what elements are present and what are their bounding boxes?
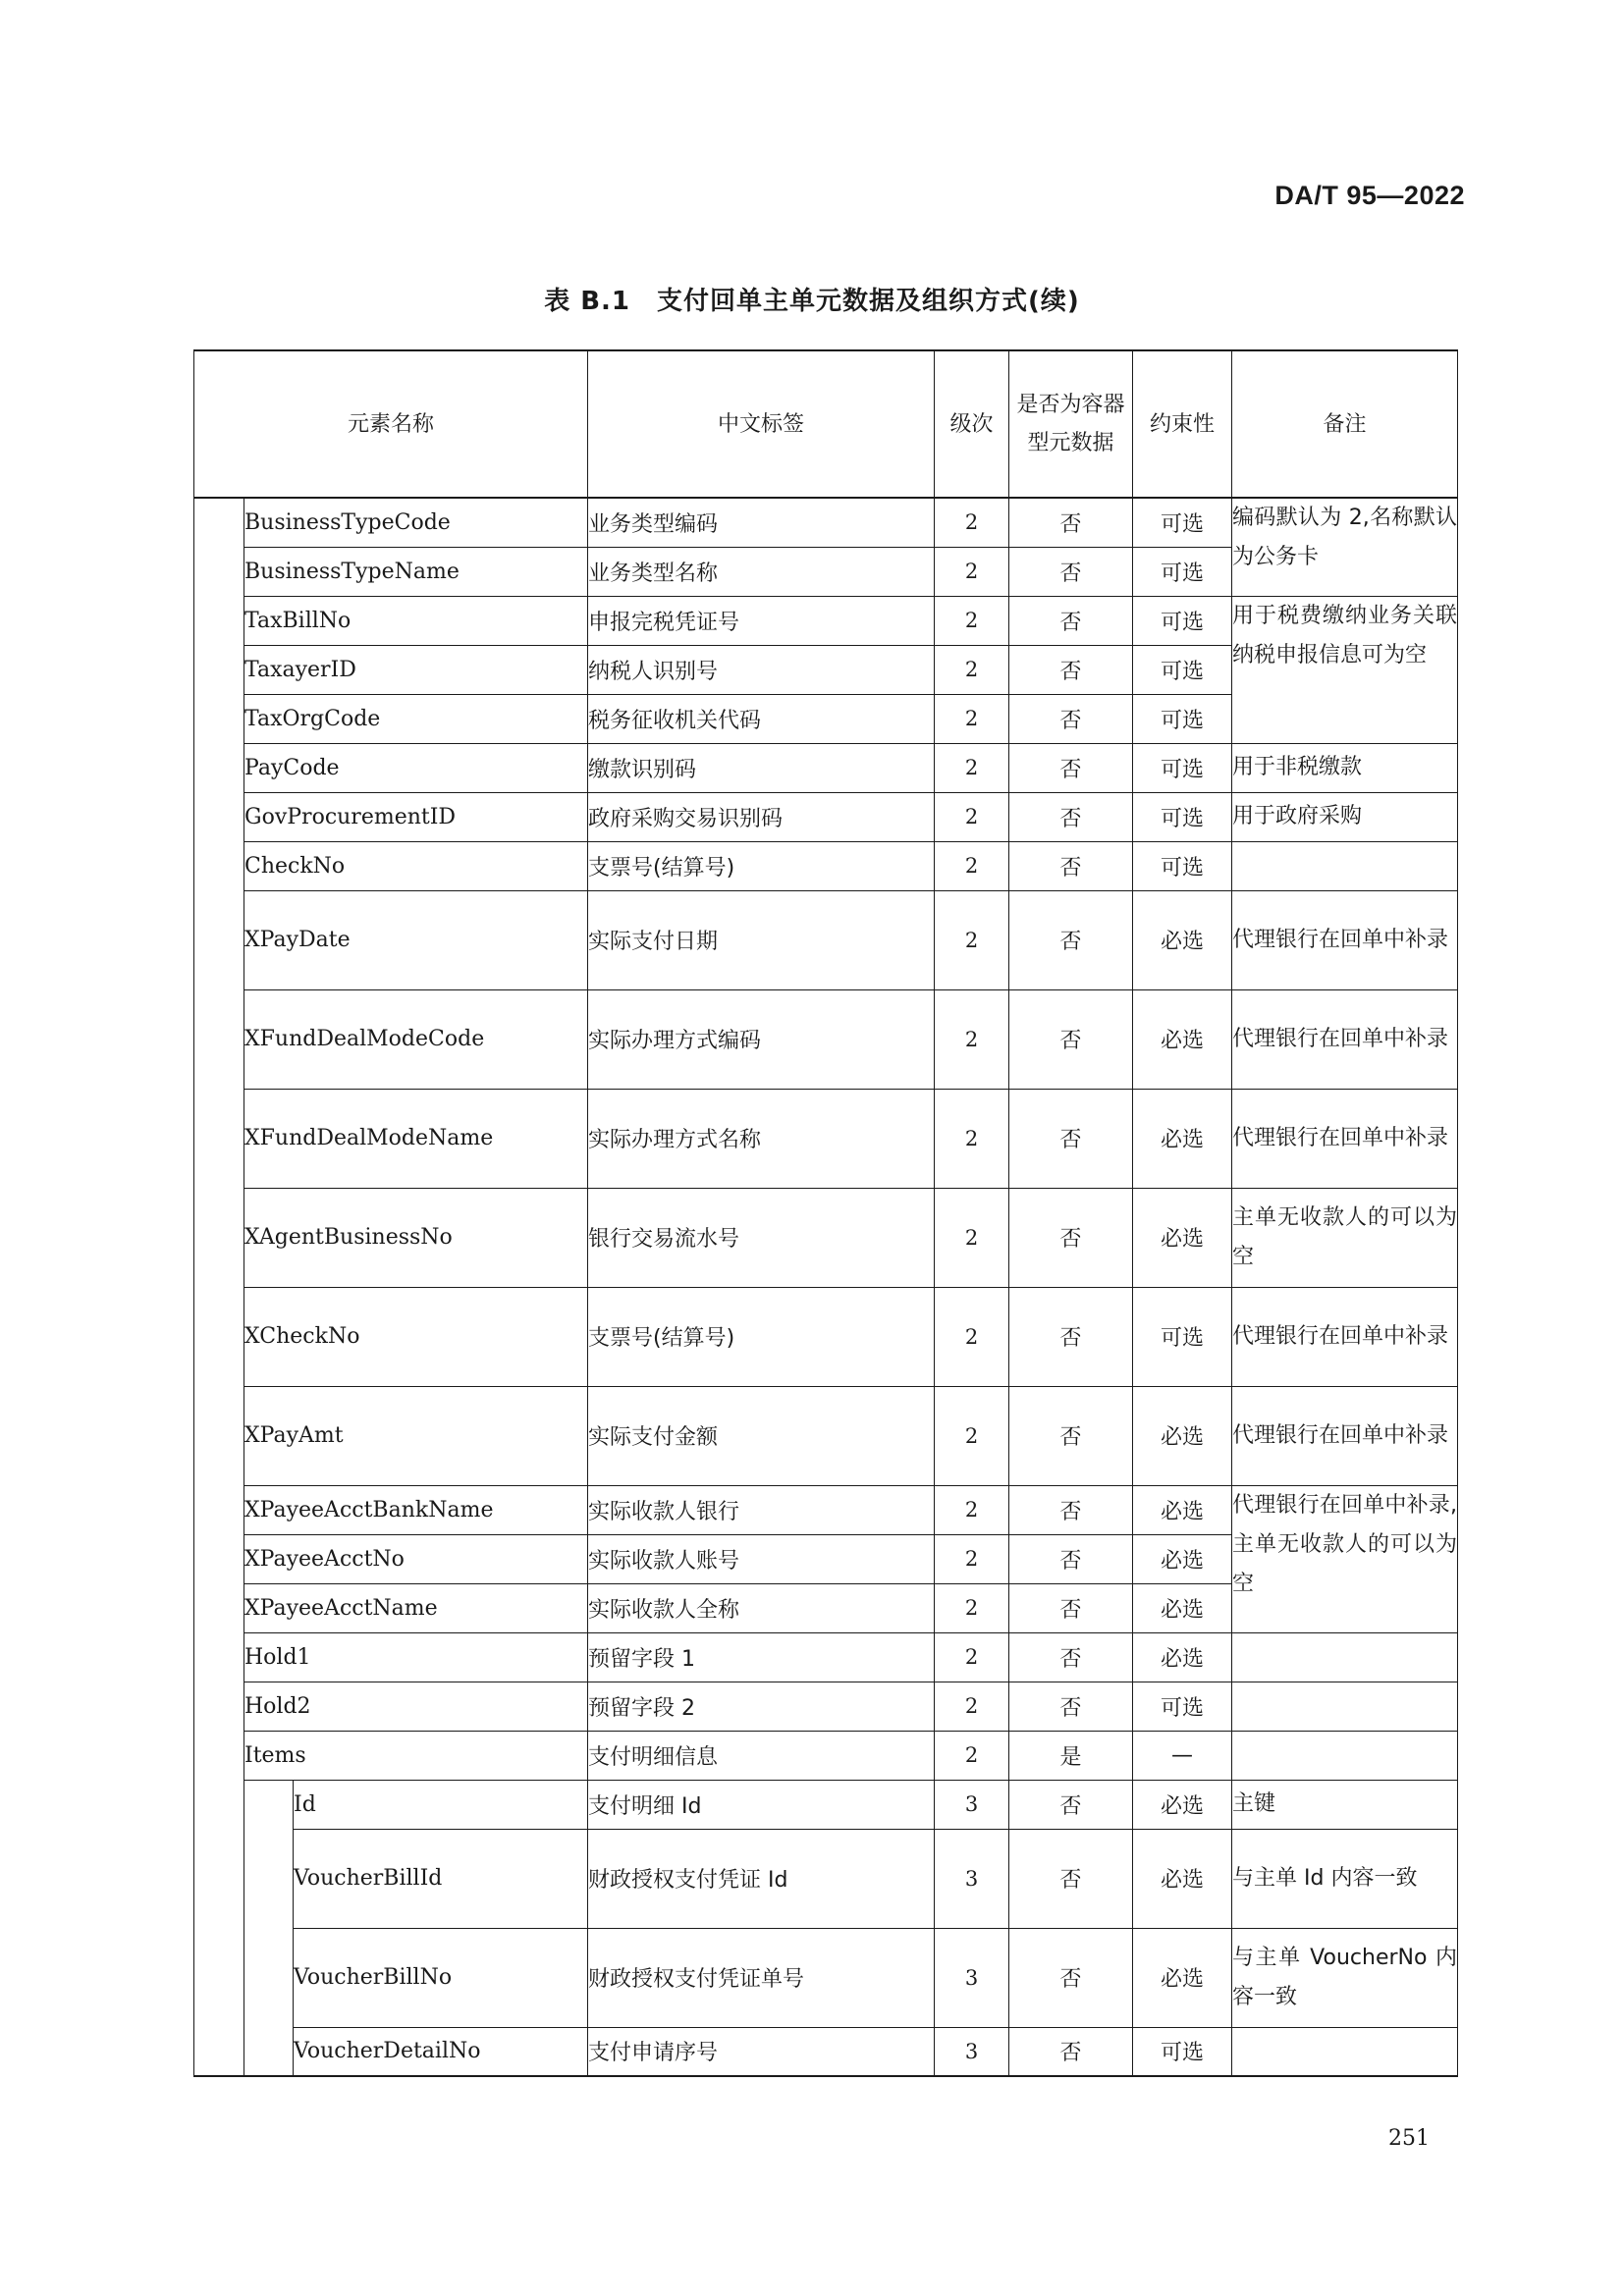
cell-element-name: XPayDate: [244, 890, 588, 989]
cell-level: 2: [935, 498, 1009, 547]
col-header-element-name: 元素名称: [194, 350, 588, 498]
cell-is-container: 否: [1009, 989, 1133, 1089]
table-row: [194, 1632, 1458, 1682]
cell-element-name: Hold1: [244, 1632, 588, 1682]
standard-code: DA/T 95—2022: [1274, 181, 1465, 210]
cell-is-container: 否: [1009, 1632, 1133, 1682]
cell-chinese-label: 实际支付金额: [588, 1386, 935, 1485]
cell-level: 2: [935, 890, 1009, 989]
cell-is-container: 是: [1009, 1731, 1133, 1780]
table-row: [194, 989, 1458, 1089]
cell-level: 2: [935, 547, 1009, 596]
cell-constraint: 可选: [1133, 841, 1232, 890]
cell-level: 2: [935, 792, 1009, 841]
cell-constraint: 必选: [1133, 1089, 1232, 1188]
cell-remarks: 代理银行在回单中补录: [1232, 890, 1458, 989]
cell-element-name: XAgentBusinessNo: [244, 1188, 588, 1287]
cell-constraint: 必选: [1133, 1188, 1232, 1287]
cell-is-container: 否: [1009, 1780, 1133, 1829]
table-row: [194, 1780, 1458, 1829]
cell-level: 2: [935, 989, 1009, 1089]
cell-constraint: 可选: [1133, 547, 1232, 596]
cell-level: 2: [935, 841, 1009, 890]
cell-chinese-label: 支付明细 Id: [588, 1780, 935, 1829]
col-header-is-container-text: 是否为容器型元数据: [1016, 393, 1125, 455]
cell-element-name: PayCode: [244, 743, 588, 792]
cell-level: 2: [935, 1485, 1009, 1534]
cell-element-name: XFundDealModeName: [244, 1089, 588, 1188]
cell-remarks-empty: [1232, 2027, 1458, 2076]
cell-remarks-empty: [1232, 1632, 1458, 1682]
cell-is-container: 否: [1009, 1583, 1133, 1632]
cell-chinese-label: 银行交易流水号: [588, 1188, 935, 1287]
cell-level: 2: [935, 1632, 1009, 1682]
cell-chinese-label: 实际收款人银行: [588, 1485, 935, 1534]
cell-remarks: 主单无收款人的可以为空: [1232, 1188, 1458, 1287]
col-header-is-container: [1009, 350, 1133, 498]
cell-constraint: 可选: [1133, 792, 1232, 841]
table-row: [194, 498, 1458, 547]
cell-remarks: 编码默认为 2,名称默认为公务卡: [1232, 498, 1458, 596]
table-row: [194, 2027, 1458, 2076]
table-row: [194, 596, 1458, 645]
cell-chinese-label: 实际办理方式名称: [588, 1089, 935, 1188]
cell-chinese-label: 税务征收机关代码: [588, 694, 935, 743]
cell-remarks: 代理银行在回单中补录,主单无收款人的可以为空: [1232, 1485, 1458, 1632]
metadata-table: [193, 349, 1458, 2077]
col-header-constraint: 约束性: [1133, 350, 1232, 498]
cell-constraint: 必选: [1133, 890, 1232, 989]
cell-level: 3: [935, 1780, 1009, 1829]
cell-remarks-empty: [1232, 1731, 1458, 1780]
table-row: [194, 1188, 1458, 1287]
table-header-row: [194, 350, 1458, 498]
cell-chinese-label: 支付申请序号: [588, 2027, 935, 2076]
table-row: [194, 1386, 1458, 1485]
cell-chinese-label: 缴款识别码: [588, 743, 935, 792]
cell-is-container: 否: [1009, 1682, 1133, 1731]
cell-chinese-label: 支票号(结算号): [588, 1287, 935, 1386]
cell-is-container: 否: [1009, 1089, 1133, 1188]
cell-element-name: XFundDealModeCode: [244, 989, 588, 1089]
cell-element-name: CheckNo: [244, 841, 588, 890]
table-row: [194, 1485, 1458, 1534]
cell-is-container: 否: [1009, 1829, 1133, 1928]
cell-chinese-label: 纳税人识别号: [588, 645, 935, 694]
cell-is-container: 否: [1009, 1928, 1133, 2027]
cell-remarks: 代理银行在回单中补录: [1232, 1287, 1458, 1386]
cell-element-name: VoucherBillId: [294, 1829, 588, 1928]
cell-element-name: XPayeeAcctNo: [244, 1534, 588, 1583]
cell-element-name: BusinessTypeName: [244, 547, 588, 596]
col-header-chinese-label: 中文标签: [588, 350, 935, 498]
table-row: [194, 1928, 1458, 2027]
table-row: [194, 1731, 1458, 1780]
cell-element-name: TaxayerID: [244, 645, 588, 694]
cell-chinese-label: 业务类型名称: [588, 547, 935, 596]
cell-constraint: 可选: [1133, 645, 1232, 694]
cell-chinese-label: 政府采购交易识别码: [588, 792, 935, 841]
cell-level: 2: [935, 1583, 1009, 1632]
page-number: 251: [1388, 2126, 1430, 2151]
cell-level: 2: [935, 596, 1009, 645]
cell-level: 2: [935, 1089, 1009, 1188]
cell-level: 3: [935, 1928, 1009, 2027]
cell-element-name: Hold2: [244, 1682, 588, 1731]
cell-is-container: 否: [1009, 841, 1133, 890]
cell-remarks: 代理银行在回单中补录: [1232, 1089, 1458, 1188]
cell-constraint: 可选: [1133, 498, 1232, 547]
col-header-level: 级次: [935, 350, 1009, 498]
cell-constraint: 必选: [1133, 989, 1232, 1089]
table-row: [194, 1829, 1458, 1928]
cell-constraint: 必选: [1133, 1485, 1232, 1534]
table-row: [194, 792, 1458, 841]
cell-level: 3: [935, 1829, 1009, 1928]
cell-level: 2: [935, 1731, 1009, 1780]
cell-constraint: 可选: [1133, 694, 1232, 743]
cell-remarks: 代理银行在回单中补录: [1232, 989, 1458, 1089]
cell-chinese-label: 实际支付日期: [588, 890, 935, 989]
cell-level: 2: [935, 1287, 1009, 1386]
cell-constraint: 必选: [1133, 1534, 1232, 1583]
table-row: [194, 1089, 1458, 1188]
cell-is-container: 否: [1009, 743, 1133, 792]
cell-is-container: 否: [1009, 645, 1133, 694]
cell-level: 2: [935, 1682, 1009, 1731]
cell-is-container: 否: [1009, 498, 1133, 547]
cell-constraint: 必选: [1133, 1780, 1232, 1829]
cell-constraint: —: [1133, 1731, 1232, 1780]
cell-is-container: 否: [1009, 1485, 1133, 1534]
cell-remarks: 代理银行在回单中补录: [1232, 1386, 1458, 1485]
cell-element-name: TaxBillNo: [244, 596, 588, 645]
table-row: [194, 1682, 1458, 1731]
cell-level: 2: [935, 743, 1009, 792]
table-row: [194, 1287, 1458, 1386]
cell-remarks: 用于政府采购: [1232, 792, 1458, 841]
cell-chinese-label: 支付明细信息: [588, 1731, 935, 1780]
cell-is-container: 否: [1009, 1386, 1133, 1485]
cell-remarks-empty: [1232, 1682, 1458, 1731]
cell-element-name: BusinessTypeCode: [244, 498, 588, 547]
cell-constraint: 必选: [1133, 1583, 1232, 1632]
indent-level-1: [194, 498, 244, 1780]
cell-chinese-label: 财政授权支付凭证单号: [588, 1928, 935, 2027]
cell-element-name: XCheckNo: [244, 1287, 588, 1386]
cell-is-container: 否: [1009, 547, 1133, 596]
cell-constraint: 必选: [1133, 1632, 1232, 1682]
cell-is-container: 否: [1009, 1534, 1133, 1583]
indent-level-1: [194, 1780, 244, 2076]
cell-constraint: 必选: [1133, 1928, 1232, 2027]
cell-chinese-label: 实际收款人账号: [588, 1534, 935, 1583]
cell-element-name: VoucherBillNo: [294, 1928, 588, 2027]
cell-constraint: 可选: [1133, 596, 1232, 645]
indent-level-2: [244, 1780, 294, 2076]
cell-chinese-label: 业务类型编码: [588, 498, 935, 547]
cell-chinese-label: 实际收款人全称: [588, 1583, 935, 1632]
cell-element-name: Id: [294, 1780, 588, 1829]
cell-is-container: 否: [1009, 1188, 1133, 1287]
cell-chinese-label: 财政授权支付凭证 Id: [588, 1829, 935, 1928]
cell-level: 2: [935, 1188, 1009, 1287]
cell-chinese-label: 预留字段 1: [588, 1632, 935, 1682]
table-row: [194, 743, 1458, 792]
cell-element-name: VoucherDetailNo: [294, 2027, 588, 2076]
cell-constraint: 可选: [1133, 2027, 1232, 2076]
cell-element-name: XPayeeAcctBankName: [244, 1485, 588, 1534]
table-row: [194, 841, 1458, 890]
cell-chinese-label: 支票号(结算号): [588, 841, 935, 890]
cell-level: 2: [935, 694, 1009, 743]
cell-remarks: 与主单 VoucherNo 内容一致: [1232, 1928, 1458, 2027]
cell-element-name: XPayeeAcctName: [244, 1583, 588, 1632]
cell-element-name: Items: [244, 1731, 588, 1780]
cell-element-name: XPayAmt: [244, 1386, 588, 1485]
cell-chinese-label: 实际办理方式编码: [588, 989, 935, 1089]
cell-level: 2: [935, 645, 1009, 694]
col-header-remarks: 备注: [1232, 350, 1458, 498]
cell-constraint: 必选: [1133, 1386, 1232, 1485]
cell-element-name: GovProcurementID: [244, 792, 588, 841]
table-title: 表 B.1 支付回单主单元数据及组织方式(续): [544, 287, 1080, 316]
cell-chinese-label: 申报完税凭证号: [588, 596, 935, 645]
cell-constraint: 可选: [1133, 743, 1232, 792]
cell-chinese-label: 预留字段 2: [588, 1682, 935, 1731]
cell-remarks: 用于税费缴纳业务关联纳税申报信息可为空: [1232, 596, 1458, 743]
cell-is-container: 否: [1009, 1287, 1133, 1386]
cell-level: 2: [935, 1386, 1009, 1485]
cell-is-container: 否: [1009, 2027, 1133, 2076]
cell-constraint: 可选: [1133, 1287, 1232, 1386]
cell-constraint: 必选: [1133, 1829, 1232, 1928]
cell-constraint: 可选: [1133, 1682, 1232, 1731]
table-row: [194, 890, 1458, 989]
cell-remarks: 用于非税缴款: [1232, 743, 1458, 792]
cell-level: 2: [935, 1534, 1009, 1583]
cell-is-container: 否: [1009, 596, 1133, 645]
cell-is-container: 否: [1009, 792, 1133, 841]
cell-element-name: TaxOrgCode: [244, 694, 588, 743]
cell-level: 3: [935, 2027, 1009, 2076]
cell-is-container: 否: [1009, 890, 1133, 989]
cell-is-container: 否: [1009, 694, 1133, 743]
cell-remarks: 与主单 Id 内容一致: [1232, 1829, 1458, 1928]
cell-remarks-empty: [1232, 841, 1458, 890]
cell-remarks: 主键: [1232, 1780, 1458, 1829]
